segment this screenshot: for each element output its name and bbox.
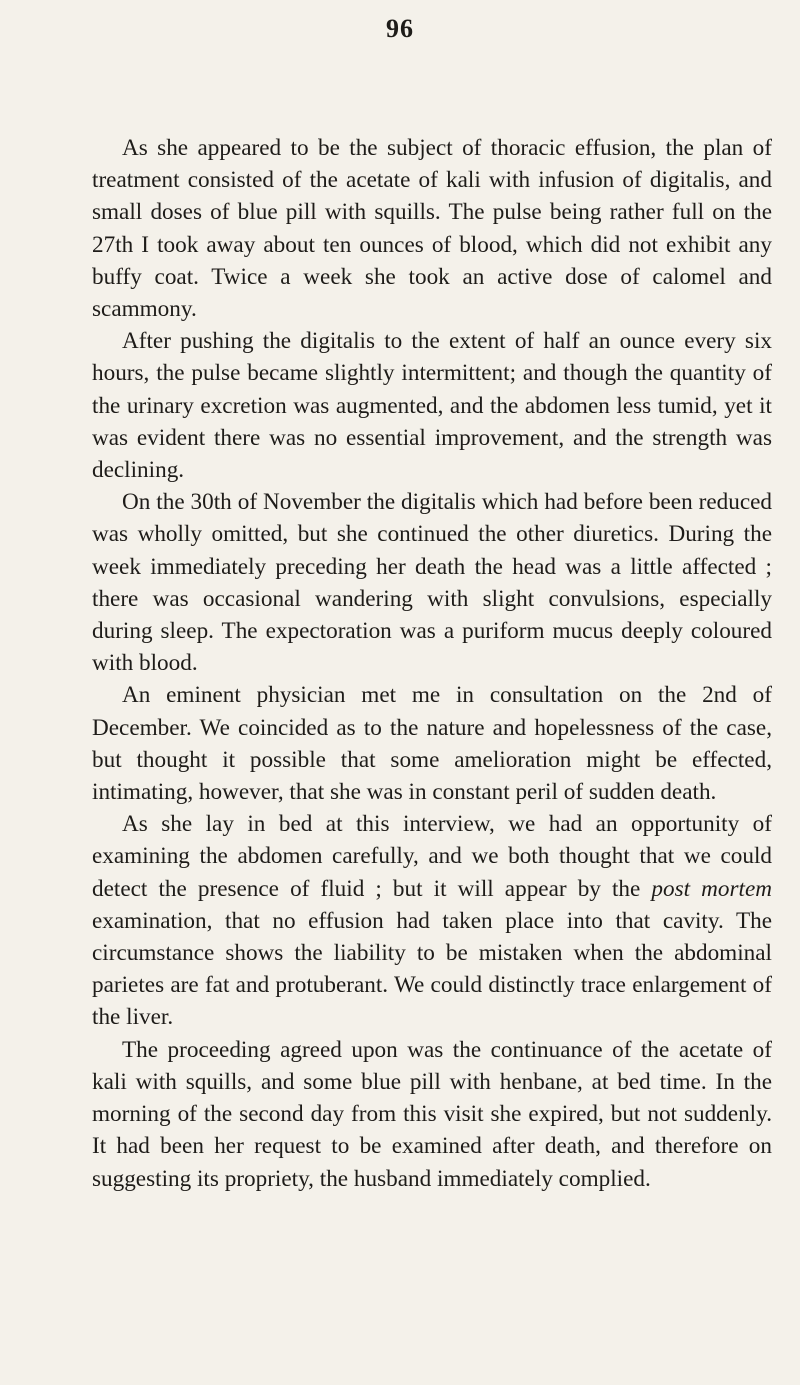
paragraph-4: An eminent physician met me in consultation on the 2nd of December. We coincided as to the nature and hopelessness of the case, but thought it possible that some amelioration might be effected, intimating, however, that she was in constant peril of sudden death. [92, 682, 772, 806]
paragraph-5 [92, 808, 772, 1033]
paragraph-2: After pushing the digitalis to the extent of half an ounce every six hours, the pulse became slightly intermittent; and though the quantity of the urinary excretion was augmented, and the abdomen less tumid, yet it was evident there was no essential improvement, and the strength was declining. [92, 328, 772, 484]
paragraph-1: As she appeared to be the subject of thoracic effusion, the plan of treatment consisted of the acetate of kali with infusion of digitalis, and small doses of blue pill with squills. The pulse being rather full on the 27th I took away about ten ounces of blood, which did not exhibit any buffy coat. Twice a week she took an active dose of calomel and scammony. [92, 135, 772, 323]
paragraph-5-start: As she lay in bed at this interview, we had an opportunity of examining the abdomen carefully, and we both thought that we could detect the presence of fluid ; but it will appear by the [92, 811, 772, 902]
page-number: 96 [386, 14, 414, 43]
body-text [92, 132, 772, 1195]
paragraph-6: The proceeding agreed upon was the continuance of the acetate of kali with squills, and some blue pill with henbane, at bed time. In the morning of the second day from this visit she expired, but not suddenly. It had been her request to be examined after death, and therefore on suggesting its propriety, the husband immediately complied. [92, 1036, 772, 1192]
italic-phrase: post mortem [651, 875, 773, 902]
paragraph-3: On the 30th of November the digitalis which had before been reduced was wholly omitted, but she continued the other diuretics. During the week immediately preceding her death the head was a little affected ; there was occasional wandering with slight convulsions, especially during sleep. The expectoration was a puriform mucus deeply coloured with blood. [92, 489, 772, 677]
paragraph-5-end: examination, that no effusion had taken place into that cavity. The circumstance shows the liability to be mistaken when the abdominal parietes are fat and protuberant. We could distinctly trace enlargement of the liver. [92, 907, 772, 1031]
